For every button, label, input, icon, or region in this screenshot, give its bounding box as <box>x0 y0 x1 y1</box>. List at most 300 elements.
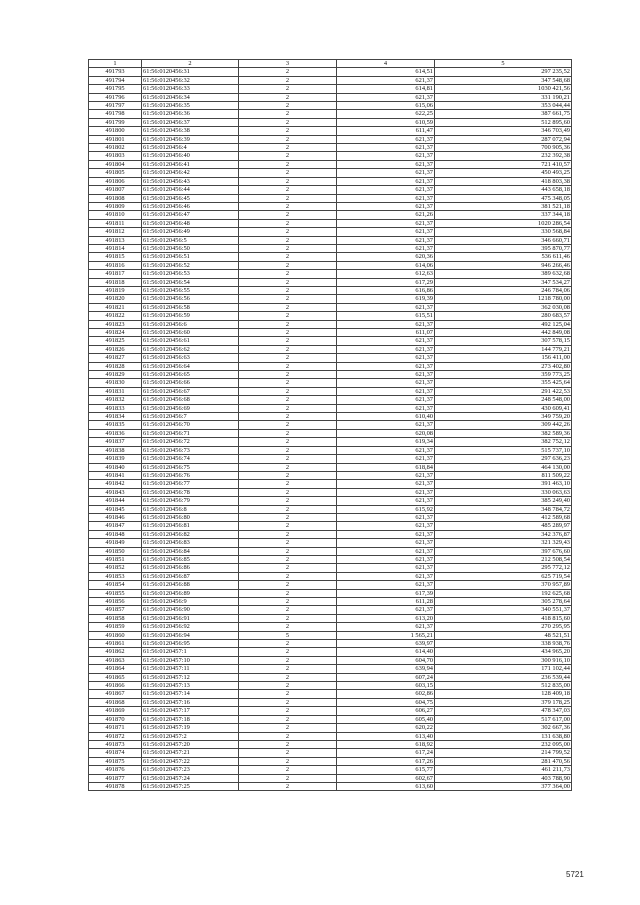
table-row <box>89 505 572 513</box>
row-number-cell: 491797 <box>89 102 142 110</box>
cadastral-number-cell: 61:56:0120457:20 <box>142 740 239 748</box>
area-cell: 602,86 <box>337 690 435 698</box>
type-cell: 2 <box>239 118 337 126</box>
area-cell: 621,37 <box>337 202 435 210</box>
cadastral-number-cell: 61:56:0120456:80 <box>142 513 239 521</box>
type-cell: 2 <box>239 757 337 765</box>
cadastral-number-cell: 61:56:0120456:87 <box>142 572 239 580</box>
table-row <box>89 640 572 648</box>
cadastral-number-cell: 61:56:0120456:34 <box>142 93 239 101</box>
cadastral-number-cell: 61:56:0120456:5 <box>142 236 239 244</box>
area-cell: 618,92 <box>337 740 435 748</box>
type-cell: 2 <box>239 76 337 84</box>
cadastral-number-cell: 61:56:0120457:1 <box>142 648 239 656</box>
cadastral-number-cell: 61:56:0120456:63 <box>142 354 239 362</box>
value-cell: 379 178,25 <box>435 698 572 706</box>
area-cell: 621,37 <box>337 362 435 370</box>
type-cell: 2 <box>239 455 337 463</box>
type-cell: 2 <box>239 404 337 412</box>
table-row <box>89 345 572 353</box>
cadastral-number-cell: 61:56:0120456:37 <box>142 118 239 126</box>
value-cell: 300 916,10 <box>435 656 572 664</box>
row-number-cell: 491820 <box>89 295 142 303</box>
table-row <box>89 421 572 429</box>
area-cell: 611,47 <box>337 127 435 135</box>
type-cell: 2 <box>239 270 337 278</box>
row-number-cell: 491800 <box>89 127 142 135</box>
row-number-cell: 491861 <box>89 640 142 648</box>
value-cell: 1030 421,56 <box>435 85 572 93</box>
table-row <box>89 757 572 765</box>
table-row <box>89 522 572 530</box>
cadastral-number-cell: 61:56:0120456:69 <box>142 404 239 412</box>
cadastral-number-cell: 61:56:0120456:4 <box>142 144 239 152</box>
value-cell: 232 392,38 <box>435 152 572 160</box>
value-cell: 156 411,00 <box>435 354 572 362</box>
row-number-cell: 491834 <box>89 413 142 421</box>
cadastral-number-cell: 61:56:0120456:65 <box>142 371 239 379</box>
area-cell: 607,24 <box>337 673 435 681</box>
table-header-row <box>89 60 572 68</box>
cadastral-number-cell: 61:56:0120456:36 <box>142 110 239 118</box>
area-cell: 639,97 <box>337 640 435 648</box>
type-cell: 2 <box>239 194 337 202</box>
value-cell: 214 799,52 <box>435 749 572 757</box>
table-row <box>89 144 572 152</box>
value-cell: 418 815,60 <box>435 614 572 622</box>
type-cell: 2 <box>239 286 337 294</box>
row-number-cell: 491877 <box>89 774 142 782</box>
row-number-cell: 491862 <box>89 648 142 656</box>
value-cell: 478 347,03 <box>435 707 572 715</box>
row-number-cell: 491796 <box>89 93 142 101</box>
area-cell: 621,37 <box>337 371 435 379</box>
table-row <box>89 673 572 681</box>
row-number-cell: 491805 <box>89 169 142 177</box>
table-row <box>89 211 572 219</box>
cadastral-number-cell: 61:56:0120456:82 <box>142 530 239 538</box>
area-cell: 621,37 <box>337 555 435 563</box>
area-cell: 639,94 <box>337 665 435 673</box>
type-cell: 2 <box>239 774 337 782</box>
value-cell: 353 044,44 <box>435 102 572 110</box>
type-cell: 2 <box>239 413 337 421</box>
table-row <box>89 362 572 370</box>
row-number-cell: 491843 <box>89 488 142 496</box>
area-cell: 621,37 <box>337 219 435 227</box>
cadastral-number-cell: 61:56:0120457:2 <box>142 732 239 740</box>
cadastral-number-cell: 61:56:0120456:31 <box>142 68 239 76</box>
area-cell: 621,37 <box>337 194 435 202</box>
value-cell: 302 667,36 <box>435 724 572 732</box>
area-cell: 620,08 <box>337 429 435 437</box>
cadastral-number-cell: 61:56:0120457:24 <box>142 774 239 782</box>
cadastral-number-cell: 61:56:0120456:53 <box>142 270 239 278</box>
row-number-cell: 491809 <box>89 202 142 210</box>
value-cell: 1020 286,54 <box>435 219 572 227</box>
row-number-cell: 491872 <box>89 732 142 740</box>
type-cell: 2 <box>239 446 337 454</box>
area-cell: 615,51 <box>337 312 435 320</box>
row-number-cell: 491814 <box>89 244 142 252</box>
type-cell: 2 <box>239 606 337 614</box>
table-row <box>89 135 572 143</box>
area-cell: 621,37 <box>337 152 435 160</box>
type-cell: 2 <box>239 480 337 488</box>
type-cell: 2 <box>239 715 337 723</box>
type-cell: 2 <box>239 463 337 471</box>
table-row <box>89 606 572 614</box>
value-cell: 347 548,68 <box>435 76 572 84</box>
table-row <box>89 732 572 740</box>
row-number-cell: 491867 <box>89 690 142 698</box>
type-cell: 2 <box>239 93 337 101</box>
column-header-4: 4 <box>337 60 435 68</box>
value-cell: 403 788,90 <box>435 774 572 782</box>
row-number-cell: 491864 <box>89 665 142 673</box>
type-cell: 2 <box>239 530 337 538</box>
row-number-cell: 491847 <box>89 522 142 530</box>
type-cell: 2 <box>239 278 337 286</box>
row-number-cell: 491836 <box>89 429 142 437</box>
table-row <box>89 253 572 261</box>
cadastral-number-cell: 61:56:0120456:73 <box>142 446 239 454</box>
area-cell: 615,92 <box>337 505 435 513</box>
row-number-cell: 491865 <box>89 673 142 681</box>
type-cell: 2 <box>239 202 337 210</box>
type-cell: 2 <box>239 253 337 261</box>
type-cell: 2 <box>239 505 337 513</box>
row-number-cell: 491876 <box>89 766 142 774</box>
value-cell: 536 611,46 <box>435 253 572 261</box>
area-cell: 615,77 <box>337 766 435 774</box>
value-cell: 387 661,75 <box>435 110 572 118</box>
area-cell: 604,75 <box>337 698 435 706</box>
table-row <box>89 152 572 160</box>
type-cell: 2 <box>239 68 337 76</box>
table-row <box>89 455 572 463</box>
value-cell: 309 442,26 <box>435 421 572 429</box>
cadastral-number-cell: 61:56:0120456:71 <box>142 429 239 437</box>
value-cell: 397 676,60 <box>435 547 572 555</box>
cadastral-data-table <box>88 59 572 791</box>
table-row <box>89 303 572 311</box>
type-cell: 2 <box>239 665 337 673</box>
area-cell: 611,28 <box>337 598 435 606</box>
cadastral-number-cell: 61:56:0120457:16 <box>142 698 239 706</box>
table-row <box>89 85 572 93</box>
area-cell: 613,20 <box>337 614 435 622</box>
value-cell: 287 072,94 <box>435 135 572 143</box>
row-number-cell: 491840 <box>89 463 142 471</box>
cadastral-number-cell: 61:56:0120456:79 <box>142 497 239 505</box>
table-row <box>89 278 572 286</box>
row-number-cell: 491825 <box>89 337 142 345</box>
row-number-cell: 491818 <box>89 278 142 286</box>
table-row <box>89 244 572 252</box>
type-cell: 2 <box>239 589 337 597</box>
row-number-cell: 491810 <box>89 211 142 219</box>
value-cell: 291 422,53 <box>435 387 572 395</box>
type-cell: 2 <box>239 303 337 311</box>
area-cell: 621,26 <box>337 211 435 219</box>
type-cell: 2 <box>239 471 337 479</box>
type-cell: 2 <box>239 598 337 606</box>
row-number-cell: 491829 <box>89 371 142 379</box>
cadastral-number-cell: 61:56:0120457:21 <box>142 749 239 757</box>
type-cell: 2 <box>239 354 337 362</box>
table-row <box>89 127 572 135</box>
table-body <box>89 68 572 791</box>
row-number-cell: 491854 <box>89 581 142 589</box>
cadastral-number-cell: 61:56:0120456:43 <box>142 177 239 185</box>
table-row <box>89 102 572 110</box>
type-cell: 2 <box>239 295 337 303</box>
table-row <box>89 564 572 572</box>
type-cell: 2 <box>239 135 337 143</box>
row-number-cell: 491828 <box>89 362 142 370</box>
type-cell: 2 <box>239 572 337 580</box>
area-cell: 621,37 <box>337 186 435 194</box>
value-cell: 337 344,18 <box>435 211 572 219</box>
value-cell: 321 329,43 <box>435 539 572 547</box>
type-cell: 2 <box>239 371 337 379</box>
cadastral-number-cell: 61:56:0120457:14 <box>142 690 239 698</box>
type-cell: 2 <box>239 261 337 269</box>
cadastral-number-cell: 61:56:0120456:48 <box>142 219 239 227</box>
row-number-cell: 491835 <box>89 421 142 429</box>
row-number-cell: 491813 <box>89 236 142 244</box>
type-cell: 2 <box>239 522 337 530</box>
table-row <box>89 589 572 597</box>
type-cell: 2 <box>239 211 337 219</box>
cadastral-number-cell: 61:56:0120456:55 <box>142 286 239 294</box>
table-row <box>89 320 572 328</box>
cadastral-number-cell: 61:56:0120456:51 <box>142 253 239 261</box>
value-cell: 248 548,00 <box>435 396 572 404</box>
cadastral-number-cell: 61:56:0120456:85 <box>142 555 239 563</box>
row-number-cell: 491804 <box>89 160 142 168</box>
value-cell: 131 638,80 <box>435 732 572 740</box>
type-cell: 2 <box>239 648 337 656</box>
area-cell: 610,40 <box>337 413 435 421</box>
value-cell: 340 551,37 <box>435 606 572 614</box>
cadastral-number-cell: 61:56:0120456:58 <box>142 303 239 311</box>
type-cell: 2 <box>239 782 337 790</box>
area-cell: 610,59 <box>337 118 435 126</box>
value-cell: 273 402,80 <box>435 362 572 370</box>
table-row <box>89 329 572 337</box>
type-cell: 2 <box>239 177 337 185</box>
table-row <box>89 194 572 202</box>
area-cell: 621,37 <box>337 455 435 463</box>
area-cell: 621,37 <box>337 93 435 101</box>
cadastral-number-cell: 61:56:0120456:91 <box>142 614 239 622</box>
cadastral-number-cell: 61:56:0120456:77 <box>142 480 239 488</box>
cadastral-number-cell: 61:56:0120457:22 <box>142 757 239 765</box>
type-cell: 2 <box>239 110 337 118</box>
area-cell: 621,37 <box>337 228 435 236</box>
table-row <box>89 497 572 505</box>
value-cell: 721 410,57 <box>435 160 572 168</box>
table-row <box>89 93 572 101</box>
cadastral-number-cell: 61:56:0120456:47 <box>142 211 239 219</box>
row-number-cell: 491807 <box>89 186 142 194</box>
table-row <box>89 261 572 269</box>
type-cell: 2 <box>239 640 337 648</box>
table-row <box>89 656 572 664</box>
cadastral-number-cell: 61:56:0120456:92 <box>142 623 239 631</box>
type-cell: 2 <box>239 564 337 572</box>
cadastral-number-cell: 61:56:0120456:49 <box>142 228 239 236</box>
type-cell: 2 <box>239 766 337 774</box>
row-number-cell: 491844 <box>89 497 142 505</box>
type-cell: 2 <box>239 169 337 177</box>
table-row <box>89 354 572 362</box>
table-row <box>89 169 572 177</box>
type-cell: 2 <box>239 320 337 328</box>
area-cell: 621,37 <box>337 379 435 387</box>
cadastral-number-cell: 61:56:0120456:56 <box>142 295 239 303</box>
row-number-cell: 491860 <box>89 631 142 639</box>
cadastral-number-cell: 61:56:0120456:74 <box>142 455 239 463</box>
row-number-cell: 491821 <box>89 303 142 311</box>
row-number-cell: 491793 <box>89 68 142 76</box>
cadastral-number-cell: 61:56:0120457:13 <box>142 682 239 690</box>
area-cell: 621,37 <box>337 396 435 404</box>
table-row <box>89 749 572 757</box>
table-row <box>89 774 572 782</box>
table-row <box>89 648 572 656</box>
value-cell: 349 759,20 <box>435 413 572 421</box>
value-cell: 280 683,57 <box>435 312 572 320</box>
cadastral-number-cell: 61:56:0120456:89 <box>142 589 239 597</box>
value-cell: 443 658,18 <box>435 186 572 194</box>
type-cell: 2 <box>239 387 337 395</box>
type-cell: 2 <box>239 547 337 555</box>
table-row <box>89 396 572 404</box>
value-cell: 434 965,20 <box>435 648 572 656</box>
value-cell: 512 895,60 <box>435 118 572 126</box>
type-cell: 2 <box>239 614 337 622</box>
table-row <box>89 177 572 185</box>
value-cell: 382 589,36 <box>435 429 572 437</box>
row-number-cell: 491827 <box>89 354 142 362</box>
area-cell: 621,37 <box>337 522 435 530</box>
table-row <box>89 488 572 496</box>
table-row <box>89 572 572 580</box>
table-row <box>89 539 572 547</box>
row-number-cell: 491851 <box>89 555 142 563</box>
value-cell: 171 102,44 <box>435 665 572 673</box>
type-cell: 2 <box>239 160 337 168</box>
area-cell: 621,37 <box>337 480 435 488</box>
area-cell: 620,36 <box>337 253 435 261</box>
area-cell: 621,37 <box>337 581 435 589</box>
table-row <box>89 429 572 437</box>
type-cell: 2 <box>239 345 337 353</box>
value-cell: 395 870,77 <box>435 244 572 252</box>
type-cell: 2 <box>239 337 337 345</box>
value-cell: 297 636,23 <box>435 455 572 463</box>
type-cell: 2 <box>239 673 337 681</box>
type-cell: 2 <box>239 236 337 244</box>
row-number-cell: 491856 <box>89 598 142 606</box>
area-cell: 621,37 <box>337 135 435 143</box>
value-cell: 385 249,40 <box>435 497 572 505</box>
cadastral-number-cell: 61:56:0120456:94 <box>142 631 239 639</box>
row-number-cell: 491803 <box>89 152 142 160</box>
area-cell: 617,39 <box>337 589 435 597</box>
row-number-cell: 491826 <box>89 345 142 353</box>
cadastral-number-cell: 61:56:0120456:8 <box>142 505 239 513</box>
table-row <box>89 665 572 673</box>
value-cell: 355 425,64 <box>435 379 572 387</box>
value-cell: 48 521,51 <box>435 631 572 639</box>
row-number-cell: 491857 <box>89 606 142 614</box>
cadastral-number-cell: 61:56:0120456:61 <box>142 337 239 345</box>
row-number-cell: 491874 <box>89 749 142 757</box>
row-number-cell: 491842 <box>89 480 142 488</box>
table-row <box>89 547 572 555</box>
area-cell: 614,06 <box>337 261 435 269</box>
cadastral-number-cell: 61:56:0120456:88 <box>142 581 239 589</box>
type-cell: 2 <box>239 513 337 521</box>
area-cell: 621,37 <box>337 320 435 328</box>
cadastral-number-cell: 61:56:0120456:95 <box>142 640 239 648</box>
table-row <box>89 371 572 379</box>
cadastral-number-cell: 61:56:0120456:44 <box>142 186 239 194</box>
area-cell: 619,34 <box>337 438 435 446</box>
row-number-cell: 491822 <box>89 312 142 320</box>
area-cell: 621,37 <box>337 244 435 252</box>
type-cell: 2 <box>239 228 337 236</box>
cadastral-number-cell: 61:56:0120456:81 <box>142 522 239 530</box>
type-cell: 2 <box>239 497 337 505</box>
row-number-cell: 491848 <box>89 530 142 538</box>
table-row <box>89 295 572 303</box>
table-row <box>89 698 572 706</box>
area-cell: 621,37 <box>337 421 435 429</box>
row-number-cell: 491849 <box>89 539 142 547</box>
cadastral-number-cell: 61:56:0120457:17 <box>142 707 239 715</box>
cadastral-number-cell: 61:56:0120456:59 <box>142 312 239 320</box>
row-number-cell: 491869 <box>89 707 142 715</box>
column-header-5: 5 <box>435 60 572 68</box>
value-cell: 362 030,08 <box>435 303 572 311</box>
area-cell: 621,37 <box>337 76 435 84</box>
row-number-cell: 491819 <box>89 286 142 294</box>
cadastral-number-cell: 61:56:0120456:66 <box>142 379 239 387</box>
table-row <box>89 68 572 76</box>
value-cell: 430 609,41 <box>435 404 572 412</box>
row-number-cell: 491841 <box>89 471 142 479</box>
table-row <box>89 413 572 421</box>
value-cell: 475 348,05 <box>435 194 572 202</box>
area-cell: 621,37 <box>337 547 435 555</box>
table-row <box>89 581 572 589</box>
row-number-cell: 491833 <box>89 404 142 412</box>
type-cell: 2 <box>239 244 337 252</box>
area-cell: 621,37 <box>337 236 435 244</box>
row-number-cell: 491870 <box>89 715 142 723</box>
type-cell: 2 <box>239 555 337 563</box>
row-number-cell: 491868 <box>89 698 142 706</box>
table-row <box>89 186 572 194</box>
value-cell: 485 289,97 <box>435 522 572 530</box>
table-row <box>89 463 572 471</box>
type-cell: 2 <box>239 127 337 135</box>
